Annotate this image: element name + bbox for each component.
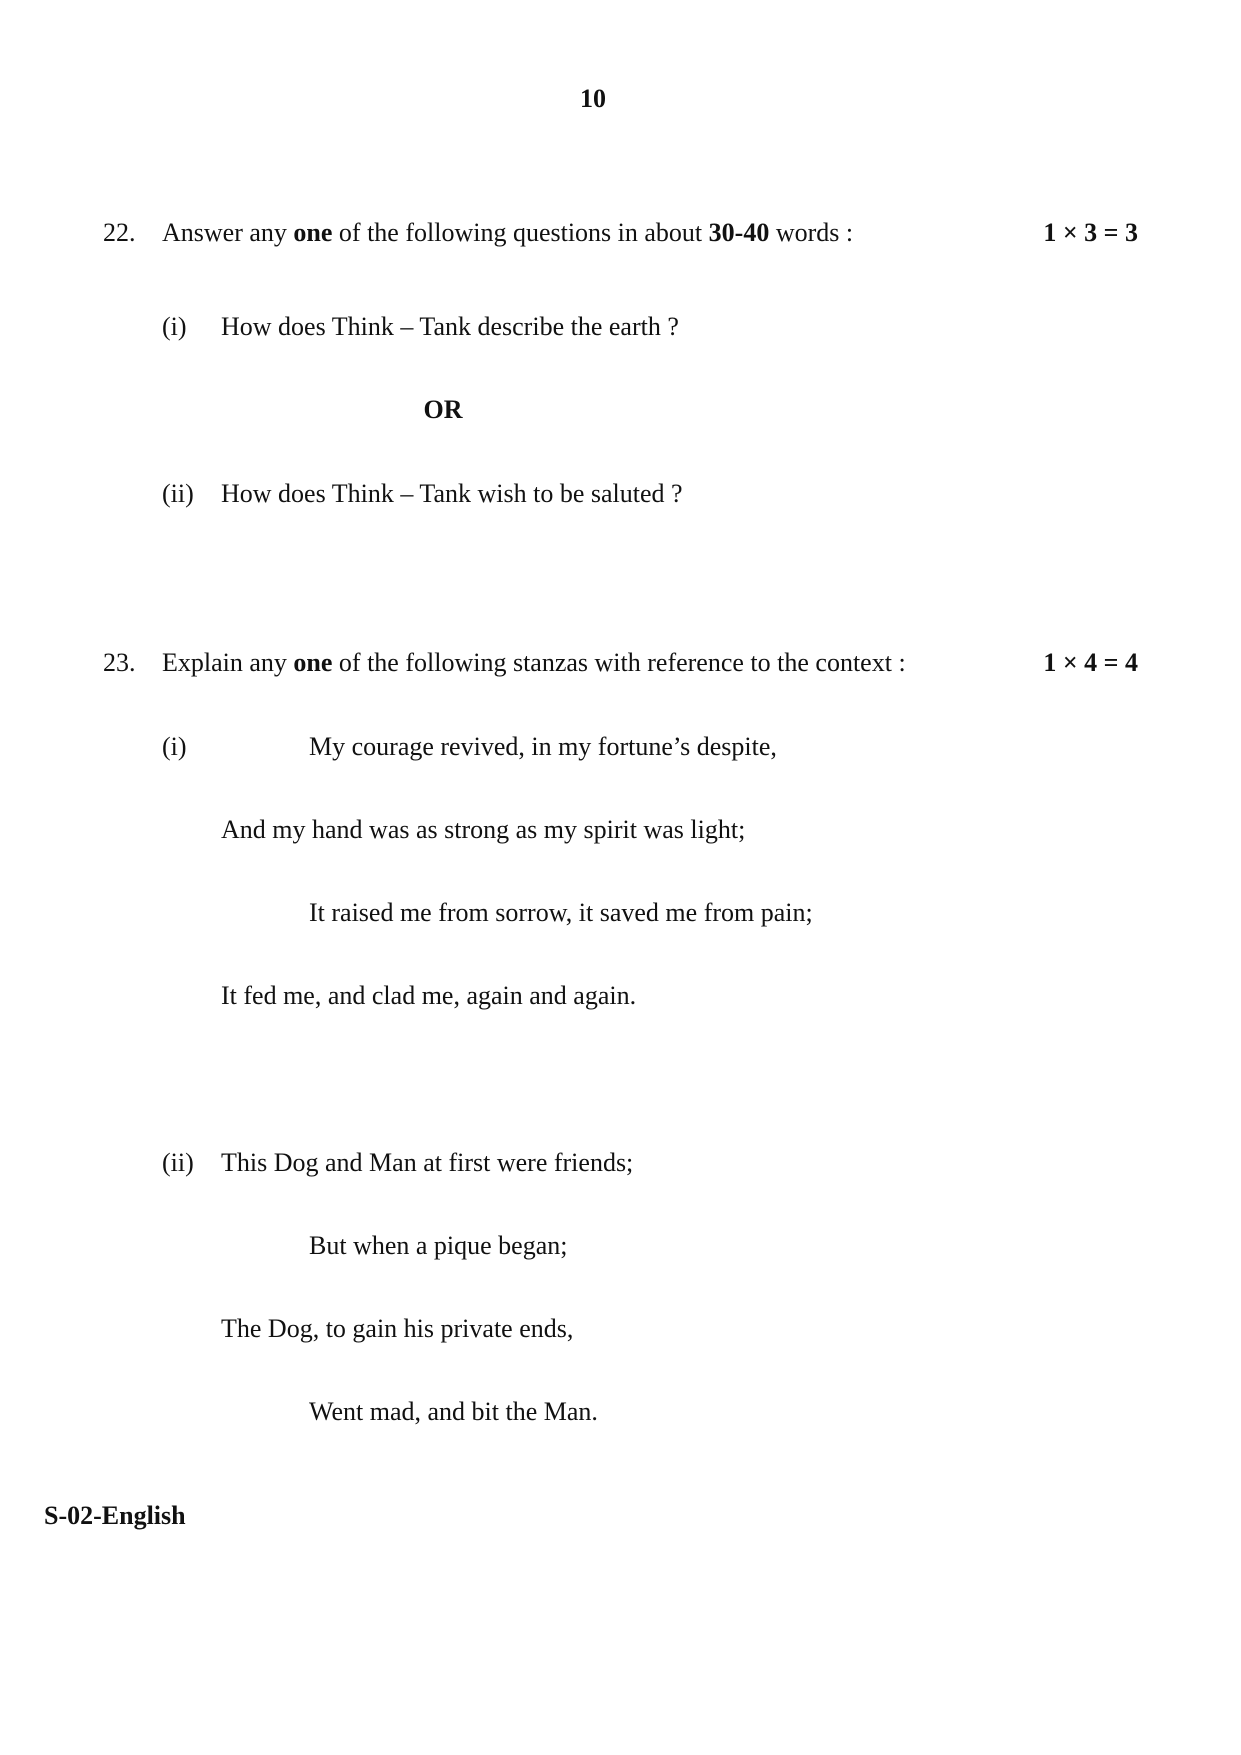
question-23-text-bold-one: one <box>293 648 333 677</box>
question-22-text <box>162 220 853 246</box>
stanza-ii-label: (ii) <box>162 1148 194 1177</box>
question-22-text-post: words : <box>769 218 854 247</box>
stanza-ii-line-1: This Dog and Man at first were friends; <box>221 1148 634 1177</box>
question-22-text-bold-one: one <box>293 218 333 247</box>
or-separator: OR <box>423 395 463 424</box>
question-23-text <box>162 650 906 676</box>
question-23-number: 23. <box>103 648 136 677</box>
question-22-option-ii-text: How does Think – Tank wish to be saluted ? <box>221 479 683 508</box>
question-23-text-post: of the following stanzas with reference to the context : <box>332 648 906 677</box>
question-22-option-i-text: How does Think – Tank describe the earth ? <box>221 312 679 341</box>
stanza-i-line-4: It fed me, and clad me, again and again. <box>221 981 637 1010</box>
question-22-text-mid: of the following questions in about <box>332 218 709 247</box>
question-22-number: 22. <box>103 218 136 247</box>
question-22-option-ii-label: (ii) <box>162 479 194 508</box>
stanza-i-line-3: It raised me from sorrow, it saved me from pain; <box>309 898 813 927</box>
question-23-text-pre: Explain any <box>162 648 294 677</box>
stanza-ii-line-4: Went mad, and bit the Man. <box>309 1397 598 1426</box>
question-22-text-pre: Answer any <box>162 218 294 247</box>
page-number: 10 <box>580 84 606 113</box>
stanza-ii-line-3: The Dog, to gain his private ends, <box>221 1314 574 1343</box>
question-22-option-i-label: (i) <box>162 312 187 341</box>
stanza-i-line-1: My courage revived, in my fortune’s despite, <box>309 732 777 761</box>
footer-code: S-02-English <box>44 1501 186 1530</box>
question-22-text-bold-words: 30-40 <box>708 218 770 247</box>
stanza-ii-line-2: But when a pique began; <box>309 1231 568 1260</box>
question-22-marks: 1 × 3 = 3 <box>1043 218 1138 247</box>
stanza-i-label: (i) <box>162 732 187 761</box>
stanza-i-line-2: And my hand was as strong as my spirit was light; <box>221 815 746 844</box>
question-23-marks: 1 × 4 = 4 <box>1043 648 1138 677</box>
